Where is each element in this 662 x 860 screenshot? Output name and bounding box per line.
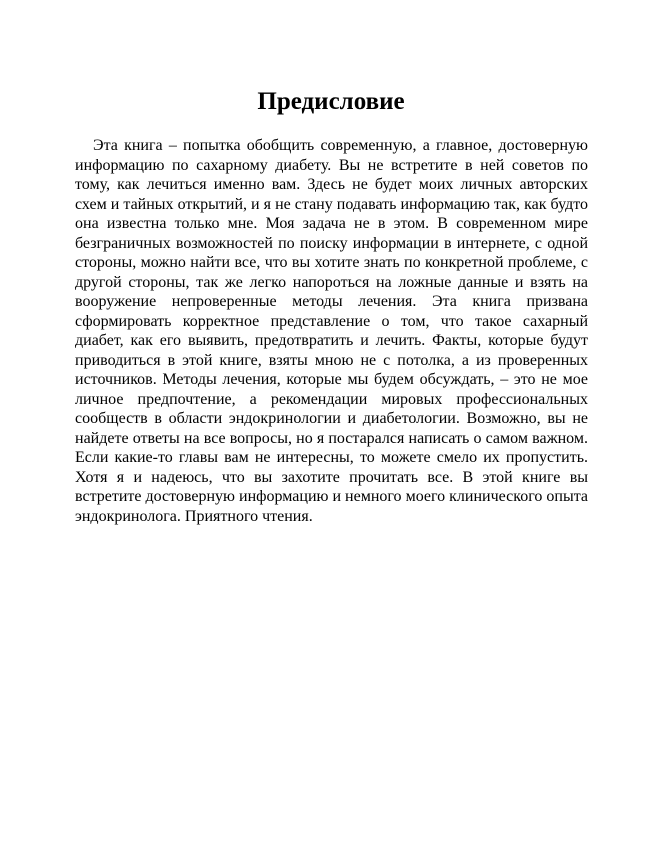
- page-title: Предисловие: [257, 88, 405, 115]
- preface-paragraph: Эта книга – попытка обобщить современную, а главное, достоверную информацию по сахарному диабету. Вы не встретите в ней советов по тому, как лечиться именно вам. Здесь не будет моих личных авторских схем и тайных открытий, и я не стану подавать информацию так, как будто она известна только мне. Моя задача не в этом. В современном мире безграничных возможностей по поиску информации в интернете, с одной стороны, можно найти все, что вы хотите знать по конкретной проблеме, с другой стороны, так же легко напороться на ложные данные и взять на вооружение непроверенные методы лечения. Эта книга призвана сформировать корректное представление о том, что такое сахарный диабет, как его выявить, предотвратить и лечить. Факты, которые будут приводиться в этой книге, взяты мною не с потолка, а из проверенных источников. Методы лечения, которые мы будем обсуждать, – это не мое личное предпочтение, а рекомендации мировых профессиональных сообществ в области эндокринологии и диабетологии. Возможно, вы не найдете ответы на все вопросы, но я постарался написать о самом важном. Если какие-то главы вам не интересны, то можете смело их пропустить. Хотя я и надеюсь, что вы захотите прочитать все. В этой книге вы встретите достоверную информацию и немного моего клинического опыта эндокринолога. Приятного чтения.: [75, 137, 588, 525]
